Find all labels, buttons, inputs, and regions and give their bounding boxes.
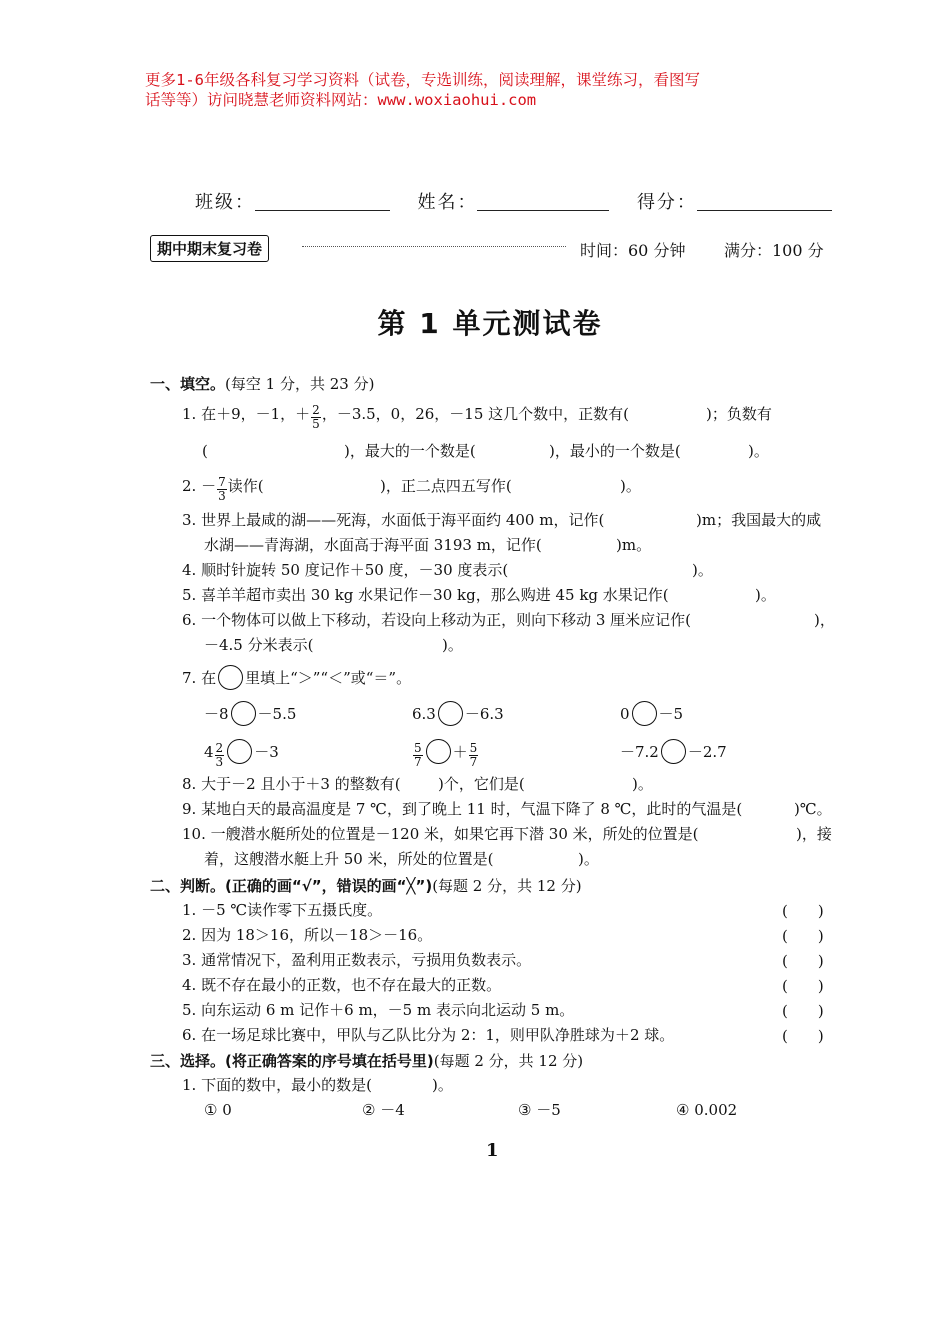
section-fill-title (150, 373, 374, 394)
q7-text-a: 7. 在 (182, 669, 217, 687)
compare-item-5 (412, 739, 479, 769)
c5-right-num: 5 (469, 741, 478, 755)
q2-text-c: )，正二点四五写作( (380, 477, 512, 495)
section-choice-heading: 三、选择。(将正确答案的序号填在括号里) (150, 1052, 434, 1070)
q1-text-d-open: ( (202, 442, 208, 460)
c5-left-fraction (413, 742, 423, 769)
q9-text-a: 9. 某地白天的最高温度是 7 ℃，到了晚上 11 时，气温下降了 8 ℃，此时的气温是( (182, 800, 743, 818)
q2-frac-num: 7 (218, 475, 226, 489)
q1-fraction (311, 404, 321, 431)
fill-q7 (182, 665, 411, 690)
c4-num: 2 (215, 741, 224, 755)
choice-q1-end: )。 (432, 1076, 453, 1094)
c1-left: －8 (204, 705, 229, 723)
time-limit: 时间：60 分钟 (580, 241, 686, 260)
compare-blank-3[interactable] (632, 701, 657, 726)
choice-option-d[interactable]: ④ 0.002 (676, 1101, 738, 1119)
q3-text-a: 3. 世界上最咸的湖——死海，水面低于海平面约 400 m，记作( (182, 511, 605, 529)
q1-frac-den: 5 (312, 417, 320, 431)
c5-right-den: 7 (469, 755, 478, 769)
page-number: 1 (486, 1140, 499, 1161)
q10-text-c: 着，这艘潜水艇上升 50 米，所处的位置是( (204, 850, 494, 868)
q1-frac-num: 2 (312, 403, 320, 417)
c6-left: －7.2 (620, 743, 659, 761)
q10-text-d: )。 (578, 850, 599, 868)
compare-blank-5[interactable] (426, 739, 451, 764)
choice-option-b[interactable]: ② －4 (362, 1101, 405, 1119)
compare-blank-4[interactable] (227, 739, 252, 764)
judge-item-2: 2. 因为 18＞16，所以－18＞－16。 (182, 926, 433, 944)
name-label: 姓名： (417, 192, 478, 213)
c4-whole: 4 (204, 743, 214, 761)
c1-right: －5.5 (257, 705, 297, 723)
section-choice-title (150, 1050, 583, 1071)
c3-right: －5 (658, 705, 684, 723)
compare-item-3 (620, 701, 683, 726)
q2-text-d: )。 (620, 477, 641, 495)
compare-item-2 (412, 701, 504, 726)
compare-blank-2[interactable] (438, 701, 463, 726)
q2-text-b: 读作( (227, 477, 264, 495)
judge-item-5: 5. 向东运动 6 m 记作＋6 m，－5 m 表示向北运动 5 m。 (182, 1001, 575, 1019)
q2-fraction (217, 476, 227, 503)
c6-right: －2.7 (687, 743, 727, 761)
q10-text-a: 10. 一艘潜水艇所处的位置是－120 米，如果它再下潜 30 米，所处的位置是( (182, 825, 699, 843)
c5-plus: ＋ (452, 743, 468, 761)
q2-text-a: 2. － (182, 477, 217, 495)
compare-blank-1[interactable] (231, 701, 256, 726)
q6-text-b: )， (814, 611, 835, 629)
q8-text-b: )个，它们是( (438, 775, 525, 793)
judge-answer-3[interactable]: ( ) (782, 952, 824, 970)
q9-text-b: )℃。 (794, 800, 832, 818)
score-field[interactable] (697, 192, 832, 211)
judge-answer-6[interactable]: ( ) (782, 1027, 824, 1045)
q1-text-b: ，－3.5，0，26，－15 这几个数中，正数有( (321, 405, 630, 423)
compare-item-6 (620, 739, 727, 764)
q3-text-d: )m。 (616, 536, 652, 554)
q5-text-a: 5. 喜羊羊超市卖出 30 kg 水果记作－30 kg，那么购进 45 kg 水果记作( (182, 586, 669, 604)
class-label: 班级： (195, 192, 255, 213)
page-title: 第 1 单元测试卷 (377, 307, 603, 340)
section-judge-note: (每题 2 分，共 12 分) (432, 877, 582, 895)
q1-text-f: )。 (748, 442, 769, 460)
judge-answer-1[interactable]: ( ) (782, 902, 824, 920)
dotted-divider (302, 246, 566, 247)
section-judge-title (150, 875, 582, 896)
compare-circle-icon (218, 665, 243, 690)
judge-answer-4[interactable]: ( ) (782, 977, 824, 995)
section-fill-heading: 一、填空。 (150, 375, 226, 393)
section-choice-note: (每题 2 分，共 12 分) (433, 1052, 584, 1070)
info-line (195, 188, 832, 214)
q6-text-d: )。 (442, 636, 463, 654)
q5-text-b: )。 (755, 586, 776, 604)
banner-line-1: 更多1-6年级各科复习学习资料（试卷，专选训练，阅读理解，课堂练习，看图写 (145, 71, 700, 89)
choice-q1-text: 1. 下面的数中，最小的数是( (182, 1076, 372, 1094)
q1-text-e: )，最小的一个数是( (549, 442, 681, 460)
q1-text-a: 1. 在＋9，－1，＋ (182, 405, 311, 423)
c2-right: －6.3 (464, 705, 504, 723)
fill-q2 (182, 476, 264, 503)
compare-item-4 (204, 739, 279, 769)
q6-text-a: 6. 一个物体可以做上下移动，若设向上移动为正，则向下移动 3 厘米应记作( (182, 611, 692, 629)
c5-right-fraction (469, 742, 479, 769)
q3-text-b: )m；我国最大的咸 (696, 511, 822, 529)
c4-den: 3 (215, 755, 224, 769)
c5-left-num: 5 (414, 741, 422, 755)
q4-text-a: 4. 顺时针旋转 50 度记作＋50 度，－30 度表示( (182, 561, 509, 579)
q8-text-c: )。 (632, 775, 653, 793)
c3-left: 0 (620, 705, 630, 723)
q2-frac-den: 3 (218, 489, 226, 503)
compare-blank-6[interactable] (661, 739, 686, 764)
q4-text-b: )。 (692, 561, 713, 579)
exam-type-tag: 期中期末复习卷 (150, 235, 269, 262)
compare-item-1 (204, 701, 296, 726)
judge-answer-5[interactable]: ( ) (782, 1002, 824, 1020)
fill-q1-line1 (182, 404, 629, 431)
q8-text-a: 8. 大于－2 且小于＋3 的整数有( (182, 775, 401, 793)
q10-text-b: )，接 (796, 825, 832, 843)
judge-item-6: 6. 在一场足球比赛中，甲队与乙队比分为 2：1，则甲队净胜球为＋2 球。 (182, 1026, 675, 1044)
judge-answer-2[interactable]: ( ) (782, 927, 824, 945)
c5-left-den: 7 (414, 755, 422, 769)
choice-option-a[interactable]: ① 0 (204, 1101, 232, 1119)
judge-item-1: 1. －5 ℃读作零下五摄氏度。 (182, 901, 383, 919)
judge-item-4: 4. 既不存在最小的正数，也不存在最大的正数。 (182, 976, 502, 994)
c4-fraction (215, 742, 225, 769)
judge-item-3: 3. 通常情况下，盈利用正数表示，亏损用负数表示。 (182, 951, 532, 969)
full-score: 满分：100 分 (724, 241, 824, 260)
section-fill-note: (每空 1 分，共 23 分) (225, 375, 375, 393)
q3-text-c: 水湖——青海湖，水面高于海平面 3193 m，记作( (204, 536, 542, 554)
q6-text-c: －4.5 分米表示( (204, 636, 314, 654)
c2-left: 6.3 (412, 705, 436, 723)
q1-text-d: )，最大的一个数是( (344, 442, 476, 460)
banner-line-2: 话等等）访问晓慧老师资料网站：www.woxiaohui.com (145, 91, 537, 109)
q7-text-b: 里填上“＞”“＜”或“＝”。 (245, 669, 412, 687)
c4-right: －3 (254, 743, 279, 761)
score-label: 得分： (636, 192, 697, 213)
section-judge-heading: 二、判断。(正确的画“√”，错误的画“╳”) (150, 877, 433, 895)
class-field[interactable] (255, 192, 390, 211)
q1-text-c: )；负数有 (706, 405, 772, 423)
name-field[interactable] (477, 192, 609, 211)
choice-option-c[interactable]: ③ －5 (518, 1101, 561, 1119)
